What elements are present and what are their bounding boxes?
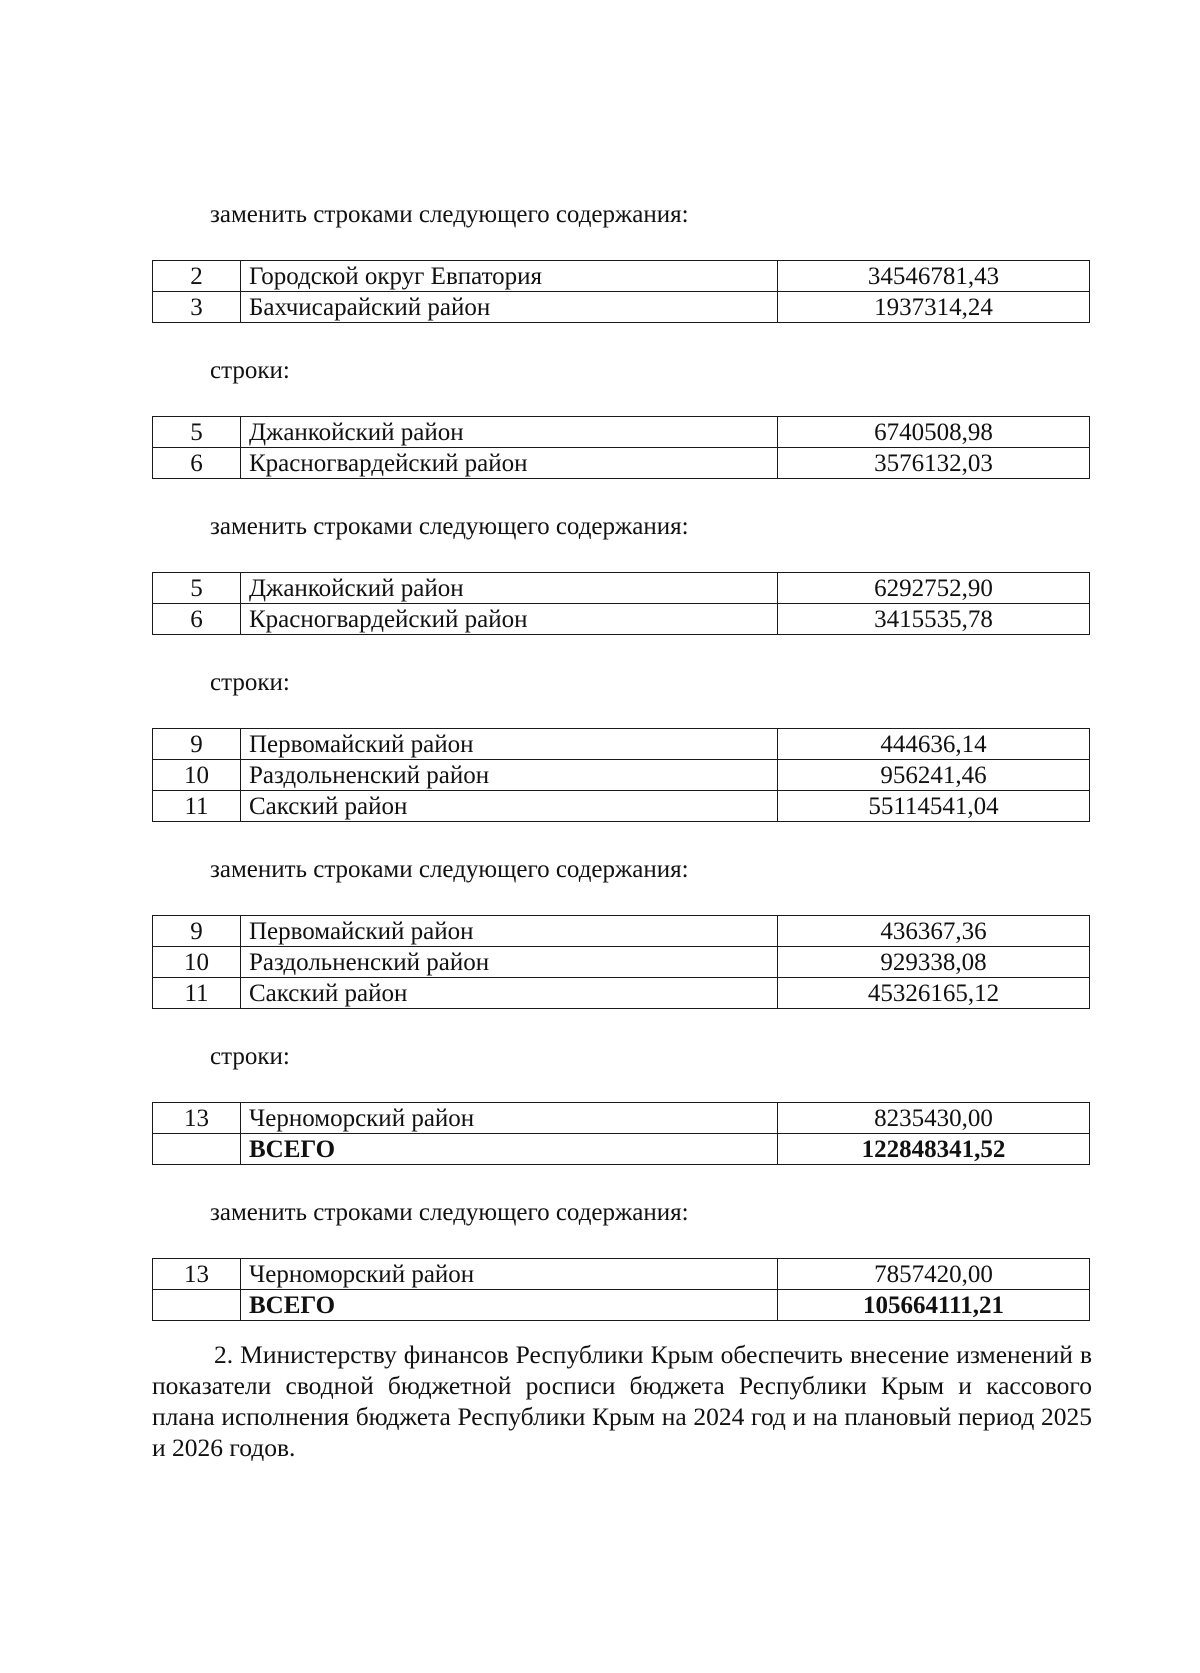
table-row [153, 1103, 1090, 1134]
rows-table [152, 572, 1090, 635]
table-row [153, 1259, 1090, 1290]
row-number: 6 [153, 604, 241, 635]
row-number: 9 [153, 729, 241, 760]
rows-table [152, 416, 1090, 479]
row-number: 5 [153, 573, 241, 604]
block-caption: строки: [210, 357, 290, 384]
row-number [153, 1134, 241, 1165]
rows-table [152, 728, 1090, 822]
block-caption: строки: [210, 1043, 290, 1070]
row-name: Первомайский район [241, 916, 778, 947]
block-caption: заменить строками следующего содержания: [210, 513, 689, 540]
row-value: 444636,14 [778, 729, 1090, 760]
row-name: Сакский район [241, 791, 778, 822]
table-row [153, 729, 1090, 760]
table-row [153, 760, 1090, 791]
total-row [153, 1134, 1090, 1165]
block-caption: заменить строками следующего содержания: [210, 856, 689, 883]
row-name: Красногвардейский район [241, 604, 778, 635]
row-value: 7857420,00 [778, 1259, 1090, 1290]
row-value: 6292752,90 [778, 573, 1090, 604]
row-name: Раздольненский район [241, 947, 778, 978]
row-name: Красногвардейский район [241, 448, 778, 479]
row-name: Джанкойский район [241, 417, 778, 448]
row-number: 13 [153, 1103, 241, 1134]
row-name: Первомайский район [241, 729, 778, 760]
rows-table [152, 260, 1090, 323]
row-value: 929338,08 [778, 947, 1090, 978]
row-number [153, 1290, 241, 1321]
rows-table [152, 1258, 1090, 1321]
row-value: 34546781,43 [778, 261, 1090, 292]
instruction-paragraph: 2. Министерству финансов Республики Крым обеспечить внесение изменений в показатели сводной бюджетной росписи бюджета Республики Крым и кассового плана исполнения бюджета Республики Крым на 2024 год и на плановый период 2025 и 2026 годов. [152, 1340, 1092, 1462]
row-number: 2 [153, 261, 241, 292]
row-name: Городской округ Евпатория [241, 261, 778, 292]
row-value: 436367,36 [778, 916, 1090, 947]
row-value: 956241,46 [778, 760, 1090, 791]
row-name: Черноморский район [241, 1103, 778, 1134]
row-value: 1937314,24 [778, 292, 1090, 323]
row-name: Черноморский район [241, 1259, 778, 1290]
row-number: 6 [153, 448, 241, 479]
table-row [153, 916, 1090, 947]
row-name: Джанкойский район [241, 573, 778, 604]
row-number: 11 [153, 978, 241, 1009]
row-value: 45326165,12 [778, 978, 1090, 1009]
row-number: 9 [153, 916, 241, 947]
total-value: 122848341,52 [778, 1134, 1090, 1165]
total-value: 105664111,21 [778, 1290, 1090, 1321]
table-row [153, 573, 1090, 604]
row-number: 13 [153, 1259, 241, 1290]
total-label: ВСЕГО [241, 1134, 778, 1165]
rows-table [152, 915, 1090, 1009]
table-row [153, 978, 1090, 1009]
row-name: Сакский район [241, 978, 778, 1009]
row-value: 6740508,98 [778, 417, 1090, 448]
rows-table [152, 1102, 1090, 1165]
row-name: Бахчисарайский район [241, 292, 778, 323]
row-value: 3576132,03 [778, 448, 1090, 479]
row-number: 10 [153, 760, 241, 791]
table-row [153, 448, 1090, 479]
row-number: 11 [153, 791, 241, 822]
row-number: 3 [153, 292, 241, 323]
row-value: 55114541,04 [778, 791, 1090, 822]
row-number: 5 [153, 417, 241, 448]
table-row [153, 947, 1090, 978]
row-name: Раздольненский район [241, 760, 778, 791]
table-row [153, 292, 1090, 323]
row-value: 8235430,00 [778, 1103, 1090, 1134]
table-row [153, 261, 1090, 292]
row-number: 10 [153, 947, 241, 978]
table-row [153, 604, 1090, 635]
block-caption: заменить строками следующего содержания: [210, 1199, 689, 1226]
total-row [153, 1290, 1090, 1321]
table-row [153, 791, 1090, 822]
block-caption: строки: [210, 669, 290, 696]
total-label: ВСЕГО [241, 1290, 778, 1321]
table-row [153, 417, 1090, 448]
row-value: 3415535,78 [778, 604, 1090, 635]
block-caption: заменить строками следующего содержания: [210, 201, 689, 228]
